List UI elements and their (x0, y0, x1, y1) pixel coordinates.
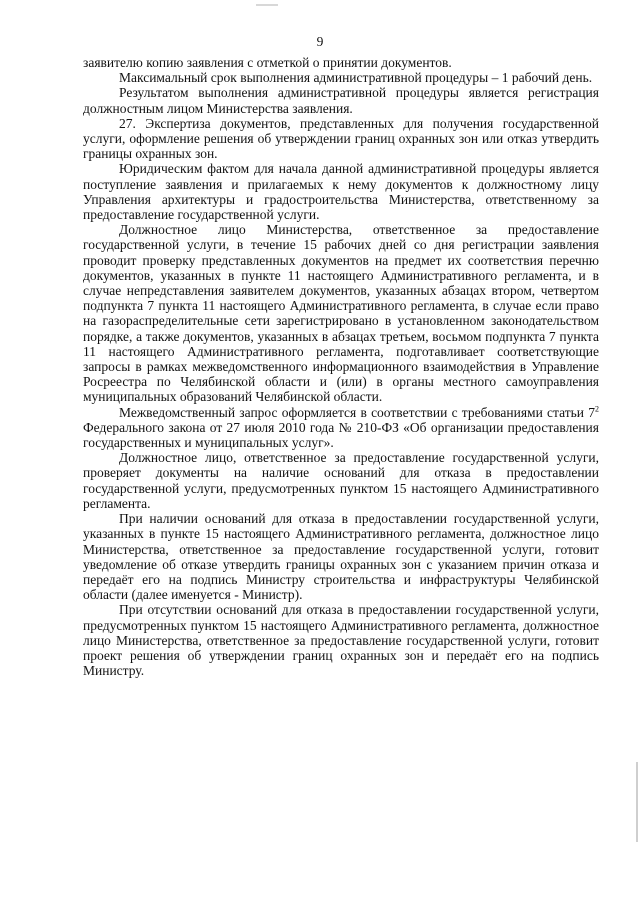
scan-edge-artifact (636, 762, 638, 842)
interagency-text-after: Федерального закона от 27 июля 2010 года № 210-ФЗ «Об организации предоставления государственных и муниципальных услуг». (83, 419, 599, 451)
paragraph-legal-fact: Юридическим фактом для начала данной административной процедуры является поступление заявления и прилагаемых к нему документов к должностному лицу Управления архитектуры и градостроительства Министерства, ответственному за предоставление государственной услуги. (83, 161, 599, 223)
paragraph-refusal: При наличии оснований для отказа в предоставлении государственной услуги, указанных в пункте 15 настоящего Административного регламента, должностное лицо Министерства, ответственное за предоставление государственной услуги, готовит уведомление об отказе утвердить границы охранных зон с указанием причин отказа и передаёт его на подпись Министру строительства и инфраструктуры Челябинской области (далее именуется - Министр). (83, 511, 599, 603)
paragraph-max-term: Максимальный срок выполнения административной процедуры – 1 рабочий день. (119, 70, 593, 86)
paragraph-official-check: Должностное лицо Министерства, ответственное за предоставление государственной услуги, в течение 15 рабочих дней со дня регистрации заявления проводит проверку представленных документов на предмет их соответствия перечню документов, указанных в пункте 11 настоящего Административного регламента, и в случае непредставления заявителем документов, указанных абзацах втором, четвертом подпункта 7 пункта 11 настоящего Административного регламента, в случае если право на газораспределительные сети зарегистрировано в установленном законодательством порядке, а также документов, указанных в абзацах третьем, восьмом подпункта 7 пункта 11 настоящего Административного регламента, подготавливает соответствующие запросы в рамках межведомственного информационного взаимодействия в Управление Росреестра по Челябинской области и (или) в органы местного самоуправления муниципальных образований Челябинской области. (83, 222, 599, 405)
paragraph-result: Результатом выполнения административной процедуры является регистрация должностным лицом Министерства заявления. (83, 85, 599, 116)
paragraph-grounds-check: Должностное лицо, ответственное за предоставление государственной услуги, проверяет документы на наличие оснований для отказа в предоставлении государственной услуги, предусмотренных пунктом 15 настоящего Административного регламента. (83, 450, 599, 511)
scan-artifact (256, 4, 278, 6)
interagency-text-before: Межведомственный запрос оформляется в соответствии с требованиями статьи 7 (119, 404, 595, 420)
paragraph-item-27: 27. Экспертиза документов, представленных для получения государственной услуги, оформление решения об утверждении границ охранных зон или отказ утвердить границы охранных зон. (83, 115, 599, 162)
page-number: 9 (316, 34, 324, 49)
superscript-index: 2 (595, 404, 599, 414)
paragraph-interagency-request (83, 405, 599, 451)
document-body (83, 55, 599, 678)
paragraph-approval: При отсутствии оснований для отказа в предоставлении государственной услуги, предусмотренных пунктом 15 настоящего Административного регламента, должностное лицо Министерства, ответственное за предоставление государственной услуги, готовит проект решения об утверждении границ охранных зон и передаёт его на подпись Министру. (83, 602, 599, 679)
paragraph-continuation: заявителю копию заявления с отметкой о принятии документов. (83, 55, 452, 70)
